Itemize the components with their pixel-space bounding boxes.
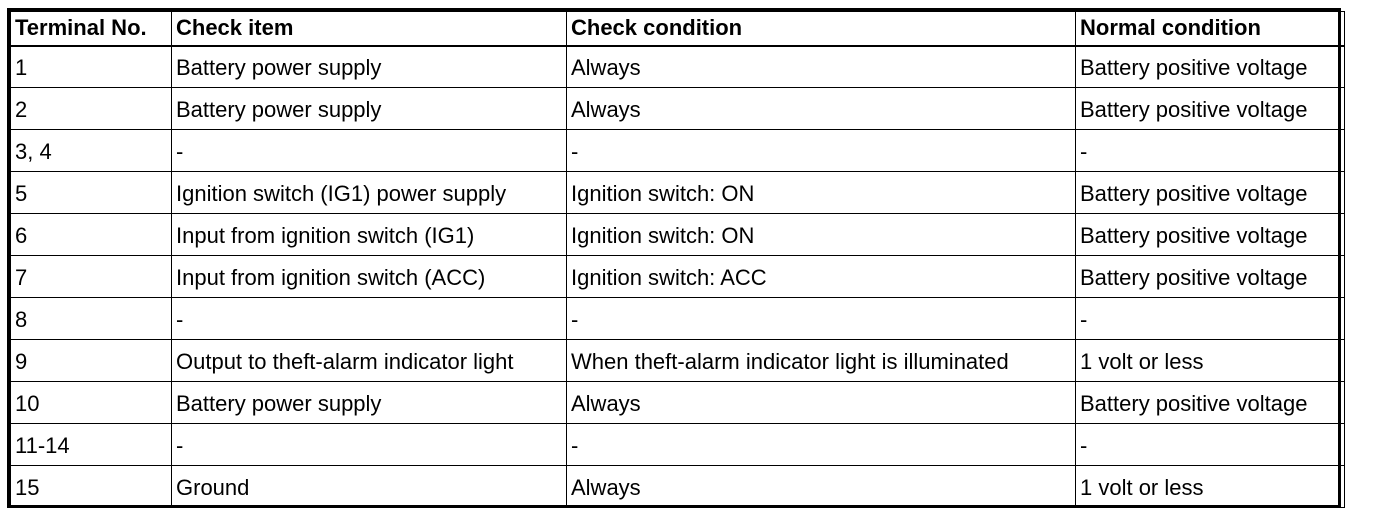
cell-terminal-no: 9: [11, 340, 172, 382]
cell-check-item: -: [172, 130, 567, 172]
cell-check-item: Battery power supply: [172, 46, 567, 88]
cell-check-condition: Ignition switch: ON: [567, 214, 1076, 256]
table-row: [11, 214, 1345, 256]
table-row: [11, 46, 1345, 88]
table-row: [11, 382, 1345, 424]
cell-check-condition: -: [567, 130, 1076, 172]
cell-terminal-no: 6: [11, 214, 172, 256]
table-row: [11, 256, 1345, 298]
cell-terminal-no: 1: [11, 46, 172, 88]
table-row: [11, 130, 1345, 172]
cell-terminal-no: 8: [11, 298, 172, 340]
cell-normal-condition: -: [1076, 298, 1345, 340]
table-row: [11, 424, 1345, 466]
cell-check-item: Battery power supply: [172, 382, 567, 424]
cell-terminal-no: 7: [11, 256, 172, 298]
cell-normal-condition: 1 volt or less: [1076, 340, 1345, 382]
cell-terminal-no: 5: [11, 172, 172, 214]
cell-check-condition: -: [567, 424, 1076, 466]
cell-terminal-no: 15: [11, 466, 172, 508]
header-check-condition: Check condition: [567, 12, 1076, 46]
cell-check-item: Ignition switch (IG1) power supply: [172, 172, 567, 214]
cell-check-item: Input from ignition switch (IG1): [172, 214, 567, 256]
table-row: [11, 466, 1345, 508]
cell-terminal-no: 10: [11, 382, 172, 424]
cell-check-condition: Ignition switch: ON: [567, 172, 1076, 214]
cell-normal-condition: Battery positive voltage: [1076, 172, 1345, 214]
cell-normal-condition: -: [1076, 130, 1345, 172]
cell-check-item: Output to theft-alarm indicator light: [172, 340, 567, 382]
cell-terminal-no: 3, 4: [11, 130, 172, 172]
cell-check-item: -: [172, 424, 567, 466]
table-row: [11, 88, 1345, 130]
header-normal-condition: Normal condition: [1076, 12, 1345, 46]
cell-check-condition: Always: [567, 466, 1076, 508]
cell-check-item: Battery power supply: [172, 88, 567, 130]
cell-normal-condition: Battery positive voltage: [1076, 256, 1345, 298]
cell-normal-condition: 1 volt or less: [1076, 466, 1345, 508]
cell-check-condition: Always: [567, 46, 1076, 88]
header-check-item: Check item: [172, 12, 567, 46]
cell-check-item: -: [172, 298, 567, 340]
cell-normal-condition: -: [1076, 424, 1345, 466]
cell-check-condition: When theft-alarm indicator light is illuminated: [567, 340, 1076, 382]
table-header-row: [11, 12, 1345, 46]
table-row: [11, 298, 1345, 340]
cell-normal-condition: Battery positive voltage: [1076, 382, 1345, 424]
cell-check-item: Input from ignition switch (ACC): [172, 256, 567, 298]
terminal-check-table: [10, 11, 1345, 508]
cell-normal-condition: Battery positive voltage: [1076, 46, 1345, 88]
cell-check-condition: Ignition switch: ACC: [567, 256, 1076, 298]
terminal-check-table-container: [7, 8, 1341, 508]
header-terminal-no: Terminal No.: [11, 12, 172, 46]
cell-check-condition: -: [567, 298, 1076, 340]
cell-normal-condition: Battery positive voltage: [1076, 214, 1345, 256]
cell-check-condition: Always: [567, 88, 1076, 130]
cell-check-condition: Always: [567, 382, 1076, 424]
cell-check-item: Ground: [172, 466, 567, 508]
cell-terminal-no: 11-14: [11, 424, 172, 466]
table-row: [11, 340, 1345, 382]
cell-normal-condition: Battery positive voltage: [1076, 88, 1345, 130]
table-row: [11, 172, 1345, 214]
cell-terminal-no: 2: [11, 88, 172, 130]
